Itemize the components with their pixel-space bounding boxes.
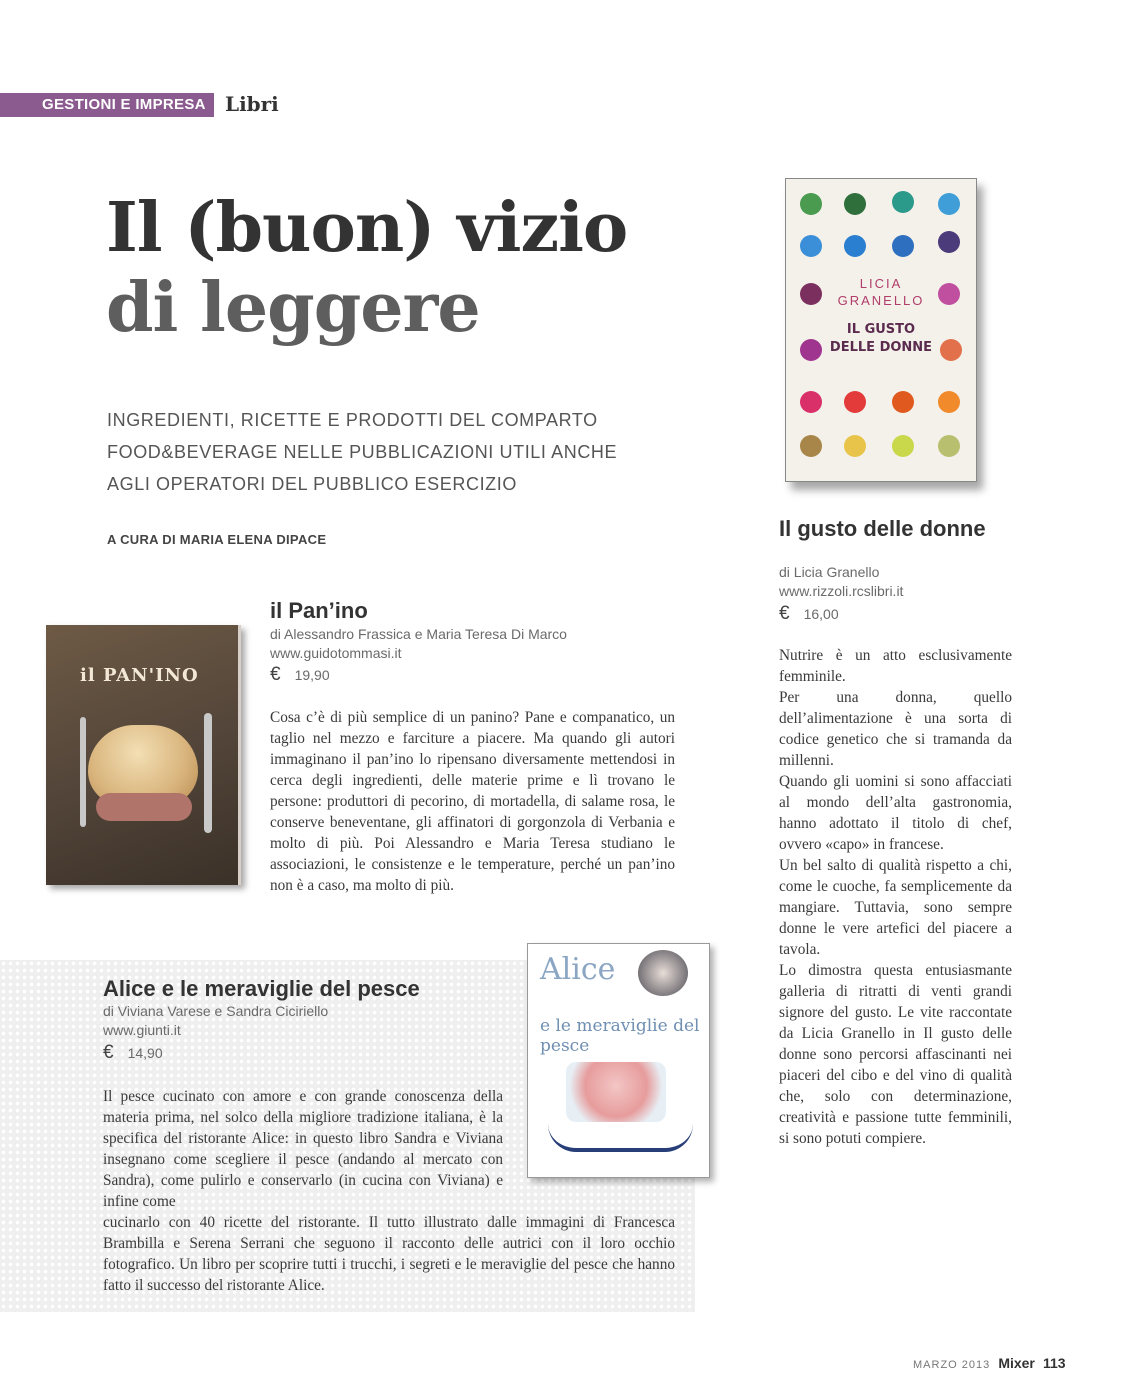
currency-symbol: € [779, 603, 790, 624]
cover-decor-icon [800, 391, 822, 413]
alice-cover-title: Alice [540, 952, 616, 987]
cover-decor-icon [938, 435, 960, 457]
page-number: 113 [1042, 1355, 1066, 1371]
gusto-paragraph: Un bel salto di qualità rispetto a chi, come le cuoche, fa semplicemente da mangiare. Tuttavia, sono sempre donne le vere artefici del piacere a tavola. [779, 857, 1012, 958]
subtitle-line: AGLI OPERATORI DEL PUBBLICO ESERCIZIO [107, 474, 517, 494]
currency-symbol: € [103, 1042, 114, 1063]
panino-price-value: 19,90 [294, 667, 330, 683]
cover-decor-icon [800, 283, 822, 305]
gusto-paragraph: Quando gli uomini si sono affacciati al mondo dell’alta gastronomia, hanno adottato il titolo di chef, ovvero «capo» in francese. [779, 773, 1012, 853]
alice-price-value: 14,90 [127, 1045, 163, 1061]
gusto-paragraph: Lo dimostra questa entusiasmante galleria di ritratti di venti grandi signore del gusto. Le vite raccontate da Licia Granello in Il gusto delle donne sono percorsi affascinanti nei piaceri del cibo e del vino di qualità che, solo con determinazione, creatività e passione tutte femminili, si sono potuti compiere. [779, 962, 1012, 1147]
panino-body: Cosa c’è di più semplice di un panino? Pane e companatico, un taglio nel mezzo e farciture a piacere. Ma quando gli autori immaginano il pan’ino lo ripensano diversamente mettendosi in cerca degli ingredienti, delle materie prime e lì trovano le persone: produttori di pecorino, di mortadella, di salame rosa, le conserve beneventane, gli affinatori di gorgonzola di Verbania e molto di più. Poi Alessandro e Maria Teresa studiano le associazioni, le consistenze e le temperature, perché un pan’ino non è a caso, ma molto di più. [270, 709, 675, 894]
alice-meta [103, 1002, 328, 1040]
subtitle-line: INGREDIENTI, RICETTE E PRODOTTI DEL COMPARTO [107, 410, 598, 430]
wave-decor [548, 1124, 693, 1152]
alice-body-part1: Il pesce cucinato con amore e con grande conoscenza della materia prima, nel solco della migliore tradizione italiana, è la specifica del ristorante Alice: in questo libro Sandra e Viviana insegnano come scegliere il pesce (andando al mercato con Sandra), come pulirlo e conservarlo (in cucina con Viviana) e infine come [103, 1088, 503, 1210]
issue-date: MARZO 2013 [913, 1359, 991, 1371]
alice-url: www.giunti.it [103, 1022, 181, 1038]
gusto-meta [779, 563, 903, 601]
article-title [106, 188, 627, 348]
fork-icon [80, 717, 86, 827]
currency-symbol: € [270, 664, 281, 685]
cover-author-line: LICIA [859, 276, 903, 291]
alice-book-cover [527, 943, 710, 1178]
dish-illustration [566, 1062, 666, 1122]
gusto-paragraph: Nutrire è un atto esclusivamente femminile. [779, 647, 1012, 685]
gusto-price-value: 16,00 [803, 606, 839, 622]
page-footer [913, 1355, 1066, 1371]
panino-meta [270, 625, 567, 663]
cover-decor-icon [892, 191, 914, 213]
cover-decor-icon [844, 235, 866, 257]
panino-book-cover [46, 625, 241, 885]
ham-illustration [96, 793, 192, 821]
subtitle-line: FOOD&BEVERAGE NELLE PUBBLICAZIONI UTILI ANCHE [107, 442, 618, 462]
author-credit: A CURA DI MARIA ELENA DIPACE [107, 532, 327, 547]
panino-price [270, 664, 330, 686]
cover-decor-icon [800, 235, 822, 257]
section-label: GESTIONI E IMPRESA [42, 96, 206, 113]
cover-title-line: DELLE DONNE [829, 340, 933, 355]
article-title-line1: Il (buon) vizio [106, 188, 628, 268]
cover-title-line: IL GUSTO [846, 322, 916, 337]
cover-decor-icon [938, 193, 960, 215]
cover-decor-icon [940, 339, 962, 361]
cover-decor-icon [800, 435, 822, 457]
cover-decor-icon [800, 193, 822, 215]
article-subtitle [107, 404, 617, 500]
category-label: Libri [225, 92, 279, 116]
alice-price [103, 1042, 163, 1064]
gusto-book-cover [785, 178, 977, 482]
cover-decor-icon [892, 235, 914, 257]
cover-decor-icon [800, 339, 822, 361]
alice-title: Alice e le meraviglie del pesce [103, 976, 420, 1001]
magazine-name: Mixer [998, 1355, 1035, 1371]
cover-decor-icon [938, 283, 960, 305]
panino-authors: di Alessandro Frassica e Maria Teresa Di Marco [270, 626, 567, 642]
alice-authors: di Viviana Varese e Sandra Ciciriello [103, 1003, 329, 1019]
gusto-paragraph: Per una donna, quello dell’alimentazione è una sorta di codice genetico che si tramanda da millenni. [779, 689, 1012, 769]
cover-decor-icon [892, 391, 914, 413]
cover-decor-icon [844, 391, 866, 413]
gusto-authors: di Licia Granello [779, 564, 880, 580]
cover-decor-icon [892, 435, 914, 457]
gusto-price [779, 603, 839, 625]
cover-decor-icon [844, 193, 866, 215]
alice-cover-subtitle: e le meraviglie del pesce [540, 1016, 700, 1056]
knife-icon [204, 713, 212, 833]
gusto-title: Il gusto delle donne [779, 516, 986, 541]
cover-decor-icon [938, 391, 960, 413]
cover-decor-icon [938, 231, 960, 253]
panino-cover-title: il PAN'INO [80, 665, 199, 686]
cover-author-line: GRANELLO [837, 293, 925, 308]
gusto-body [779, 645, 1012, 1149]
gusto-url: www.rizzoli.rcslibri.it [779, 583, 904, 599]
panino-title: il Pan’ino [270, 598, 368, 623]
cover-decor-icon [844, 435, 866, 457]
authors-photo [638, 950, 688, 996]
article-title-line2: di leggere [106, 268, 480, 348]
panino-url: www.guidotommasi.it [270, 645, 402, 661]
alice-body-part2: cucinarlo con 40 ricette del ristorante. Il tutto illustrato dalle immagini di Francesca Brambilla e Serena Serrani che seguono il racconto delle autrici con il loro occhio fotografico. Un libro per scoprire tutti i trucchi, i segreti e le meraviglie del pesce che hanno fatto il successo del ristorante Alice. [103, 1214, 675, 1294]
